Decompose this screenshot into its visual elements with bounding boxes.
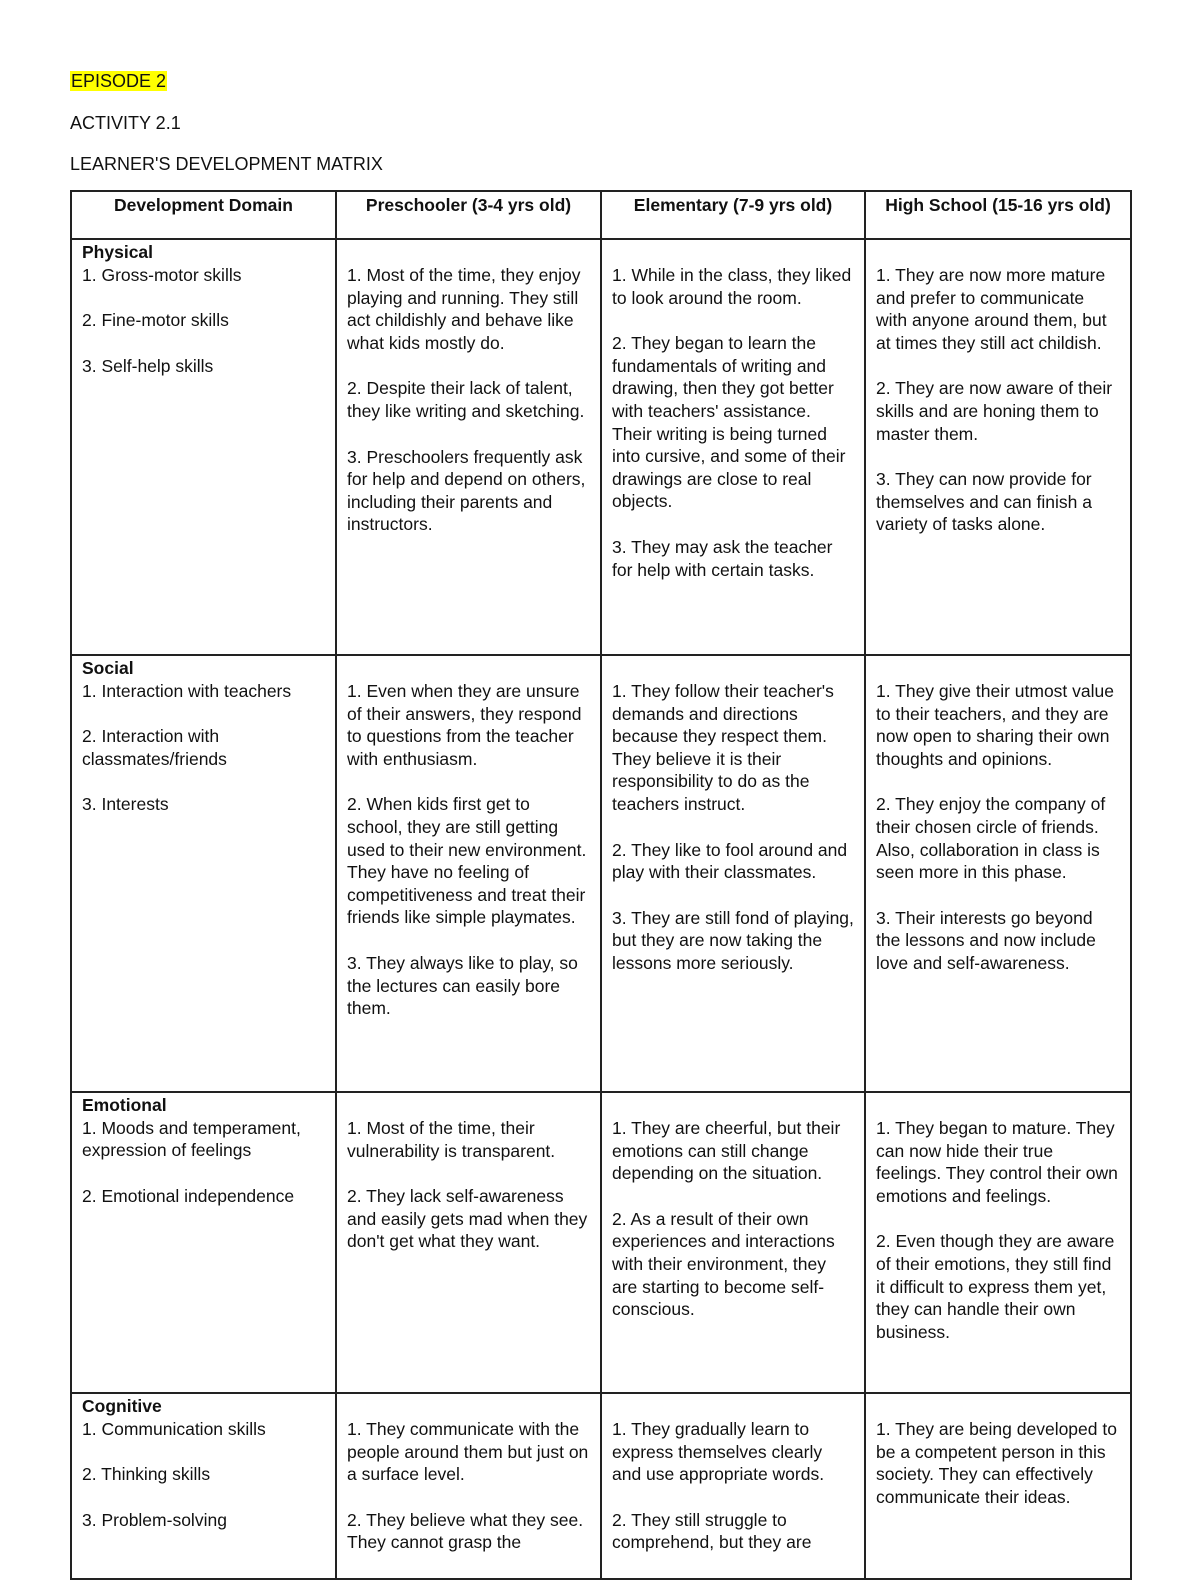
description-item: 1. Most of the time, they enjoy playing and running. They still act childishly and behave like what kids mostly do.	[347, 265, 581, 353]
description-item: 3. They may ask the teacher for help with certain tasks.	[612, 536, 833, 580]
description-item: 3. Preschoolers frequently ask for help and depend on others, including their parents and instructors.	[347, 446, 586, 535]
description-item: 1. They are cheerful, but their emotions can still change depending on the situation.	[612, 1118, 841, 1184]
aspect-item: 1. Moods and temperament, expression of feelings	[82, 1117, 301, 1161]
description-item: 3. They always like to play, so the lectures can easily bore them.	[347, 952, 578, 1019]
elementary-cell	[601, 1092, 865, 1393]
preschooler-cell	[336, 1092, 601, 1393]
table-row-emotional	[71, 1092, 1131, 1393]
aspect-item: 1. Interaction with teachers	[82, 680, 292, 701]
highschool-cell	[865, 1092, 1131, 1393]
column-header-elementary: Elementary (7-9 yrs old)	[601, 191, 865, 239]
description-item: 3. They can now provide for themselves and can finish a variety of tasks alone.	[876, 469, 1092, 535]
description-item: 2. They are now aware of their skills and are honing them to master them.	[876, 378, 1113, 444]
description-item: 1. While in the class, they liked to look around the room.	[612, 265, 852, 308]
column-header-highschool: High School (15-16 yrs old)	[865, 191, 1131, 239]
preschooler-cell	[336, 655, 601, 1092]
activity-label: ACTIVITY 2.1	[70, 113, 181, 133]
aspect-item: 2. Fine-motor skills	[82, 310, 229, 331]
episode-highlight: EPISODE 2	[71, 71, 167, 91]
table-row-social	[71, 655, 1131, 1092]
domain-name: Social	[82, 658, 134, 678]
domain-cell	[71, 239, 336, 655]
aspect-item: 2. Emotional independence	[82, 1185, 295, 1206]
description-item: 2. They enjoy the company of their chosen circle of friends. Also, collaboration in class is seen more in this phase.	[876, 794, 1106, 883]
table-row-cognitive	[71, 1393, 1131, 1579]
elementary-cell	[601, 655, 865, 1092]
table-row-physical	[71, 239, 1131, 655]
preschooler-cell	[336, 1393, 601, 1579]
domain-name: Physical	[82, 242, 154, 262]
description-item: 2. When kids first get to school, they are still getting used to their new environment. They have no feeling of competitiveness and treat their friends like simple playmates.	[347, 794, 587, 928]
domain-cell	[71, 655, 336, 1092]
description-item: 1. They gradually learn to express themselves clearly and use appropriate words.	[612, 1419, 825, 1485]
column-header-preschooler: Preschooler (3-4 yrs old)	[336, 191, 601, 239]
aspect-item: 1. Communication skills	[82, 1418, 266, 1439]
highschool-cell	[865, 655, 1131, 1092]
preschooler-cell	[336, 239, 601, 655]
description-item: 1. They follow their teacher's demands and directions because they respect them. They believe it is their responsibility to do as the teachers instruct.	[612, 681, 834, 814]
description-item: 1. Most of the time, their vulnerability is transparent.	[347, 1118, 556, 1161]
aspect-item: 1. Gross-motor skills	[82, 264, 242, 285]
column-header-domain: Development Domain	[71, 191, 336, 239]
aspect-item: 2. Thinking skills	[82, 1464, 211, 1485]
description-item: 2. Despite their lack of talent, they like writing and sketching.	[347, 378, 585, 421]
aspect-item: 2. Interaction with classmates/friends	[82, 726, 227, 769]
aspect-item: 3. Self-help skills	[82, 355, 214, 376]
document-title: LEARNER'S DEVELOPMENT MATRIX	[70, 154, 383, 174]
description-item: 2. They lack self-awareness and easily gets mad when they don't get what they want.	[347, 1186, 588, 1252]
description-item: 1. Even when they are unsure of their answers, they respond to questions from the teacher with enthusiasm.	[347, 681, 582, 769]
domain-name: Cognitive	[82, 1396, 162, 1416]
description-item: 2. They still struggle to comprehend, but they are	[612, 1509, 812, 1553]
episode-label	[70, 70, 167, 92]
description-item: 2. They like to fool around and play with their classmates.	[612, 839, 848, 883]
aspect-item: 3. Interests	[82, 794, 169, 815]
description-item: 1. They give their utmost value to their teachers, and they are now open to sharing their own thoughts and opinions.	[876, 681, 1114, 769]
description-item: 2. They began to learn the fundamentals of writing and drawing, then they got better with teachers' assistance. Their writing is being turned into cursive, and some of their drawings are close to real objects.	[612, 333, 846, 512]
highschool-cell	[865, 239, 1131, 655]
description-item: 3. They are still fond of playing, but they are now taking the lessons more seriously.	[612, 907, 854, 973]
domain-cell	[71, 1393, 336, 1579]
elementary-cell	[601, 1393, 865, 1579]
table-header-row	[71, 191, 1131, 239]
aspect-item: 3. Problem-solving	[82, 1509, 227, 1530]
highschool-cell	[865, 1393, 1131, 1579]
domain-cell	[71, 1092, 336, 1393]
description-item: 3. Their interests go beyond the lessons and now include love and self-awareness.	[876, 907, 1096, 973]
domain-name: Emotional	[82, 1095, 167, 1115]
description-item: 1. They are being developed to be a competent person in this society. They can effectively communicate their ideas.	[876, 1419, 1117, 1507]
elementary-cell	[601, 239, 865, 655]
description-item: 2. They believe what they see. They cannot grasp the	[347, 1509, 584, 1553]
description-item: 1. They are now more mature and prefer to communicate with anyone around them, but at times they still act childish.	[876, 265, 1107, 353]
development-matrix-table	[70, 190, 1132, 1580]
description-item: 2. As a result of their own experiences and interactions with their environment, they are starting to become self-conscious.	[612, 1208, 835, 1320]
description-item: 1. They communicate with the people around them but just on a surface level.	[347, 1419, 589, 1485]
description-item: 1. They began to mature. They can now hide their true feelings. They control their own emotions and feelings.	[876, 1118, 1118, 1206]
description-item: 2. Even though they are aware of their emotions, they still find it difficult to express them yet, they can handle their own business.	[876, 1231, 1115, 1342]
